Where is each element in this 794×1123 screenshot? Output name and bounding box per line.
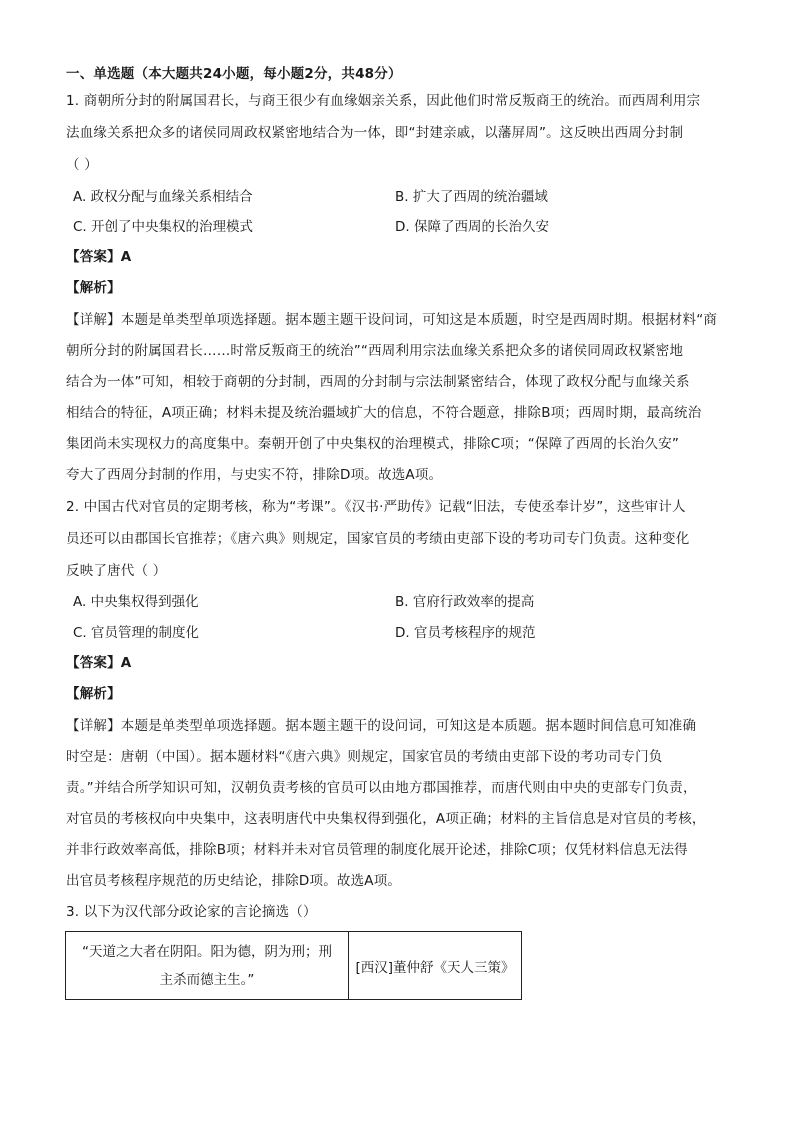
q2-analysis-label: 【解析】: [66, 686, 121, 702]
quote-cell: [66, 932, 349, 999]
q2-answer: 【答案】A: [66, 655, 132, 671]
quote-table: [65, 931, 522, 1000]
q1-option-b: B. 扩大了西周的统治疆域: [395, 189, 548, 205]
quote-source: [西汉]董仲舒《天人三策》: [355, 959, 515, 976]
q1-answer: 【答案】A: [66, 249, 132, 265]
q1-stem-line-1: 1. 商朝所分封的附属国君长，与商王很少有血缘姻亲关系，因此他们时常反叛商王的统治。而西周利用宗: [66, 93, 701, 109]
q2-stem-line-2: 员还可以由郡国长官推荐；《唐六典》则规定，国家官员的考绩由吏部下设的考功司专门负责。这种变化: [66, 531, 690, 547]
q2-detail-line-4: 对官员的考核权向中央集中，这表明唐代中央集权得到强化，A项正确；材料的主旨信息是对官员的考核，: [66, 811, 706, 827]
q1-option-d: D. 保障了西周的长治久安: [395, 219, 549, 235]
quote-line-1: “天道之大者在阴阳。阳为德，阴为刑；刑: [82, 943, 332, 960]
q1-option-a: A. 政权分配与血缘关系相结合: [73, 189, 253, 205]
q1-detail-line-1: 【详解】本题是单类型单项选择题。据本题主题干设问词，可知这是本质题，时空是西周时期。根据材料“商: [66, 312, 718, 328]
q2-option-d: D. 官员考核程序的规范: [395, 625, 536, 641]
q1-detail-line-6: 夸大了西周分封制的作用，与史实不符，排除D项。故选A项。: [66, 467, 443, 483]
q1-detail-line-5: 集团尚未实现权力的高度集中。秦朝开创了中央集权的治理模式，排除C项；“保障了西周的长治久安”: [66, 436, 680, 452]
q3-stem: 3. 以下为汉代部分政论家的言论摘选（）: [66, 904, 317, 920]
q1-detail-line-3: 结合为一体”可知，相较于商朝的分封制，西周的分封制与宗法制紧密结合，体现了政权分配与血缘关系: [66, 374, 690, 390]
q1-detail-line-2: 朝所分封的附属国君长……时常反叛商王的统治”“西周利用宗法血缘关系把众多的诸侯同周政权紧密地: [66, 343, 684, 359]
q2-option-a: A. 中央集权得到强化: [73, 594, 199, 610]
q2-detail-line-2: 时空是：唐朝（中国）。据本题材料“《唐六典》则规定，国家官员的考绩由吏部下设的考功司专门负: [66, 749, 663, 765]
quote-line-2: 主杀而德主生。”: [159, 971, 255, 988]
q1-analysis-label: 【解析】: [66, 280, 121, 296]
source-cell: [349, 932, 521, 999]
q2-detail-line-6: 出官员考核程序规范的历史结论，排除D项。故选A项。: [66, 873, 402, 889]
q2-detail-line-5: 并非行政效率高低，排除B项；材料并未对官员管理的制度化展开论述，排除C项；仅凭材料信息无法得: [66, 842, 688, 858]
q2-stem-line-3: 反映了唐代（ ）: [66, 563, 167, 579]
q1-stem-line-3: （ ）: [66, 157, 98, 173]
q2-option-c: C. 官员管理的制度化: [73, 625, 200, 641]
q1-stem-line-2: 法血缘关系把众多的诸侯同周政权紧密地结合为一体，即“封建亲戚，以藩屏周”。这反映出西周分封制: [66, 125, 684, 141]
q2-stem-line-1: 2. 中国古代对官员的定期考核，称为“考课”。《汉书·严助传》记载“旧法，专使丞奉计岁”，这些审计人: [66, 499, 686, 515]
q1-detail-line-4: 相结合的特征，A项正确；材料未提及统治疆域扩大的信息，不符合题意，排除B项；西周时期，最高统治: [66, 405, 702, 421]
section-title: 一、单选题（本大题共24小题，每小题2分，共48分）: [66, 66, 402, 82]
q2-option-b: B. 官府行政效率的提高: [395, 594, 535, 610]
q1-option-c: C. 开创了中央集权的治理模式: [73, 219, 254, 235]
q2-detail-line-3: 责。”并结合所学知识可知，汉朝负责考核的官员可以由地方郡国推荐，而唐代则由中央的吏部专门负责，: [66, 780, 697, 796]
q2-detail-line-1: 【详解】本题是单类型单项选择题。据本题主题干的设问词，可知这是本质题。据本题时间信息可知准确: [66, 718, 697, 734]
